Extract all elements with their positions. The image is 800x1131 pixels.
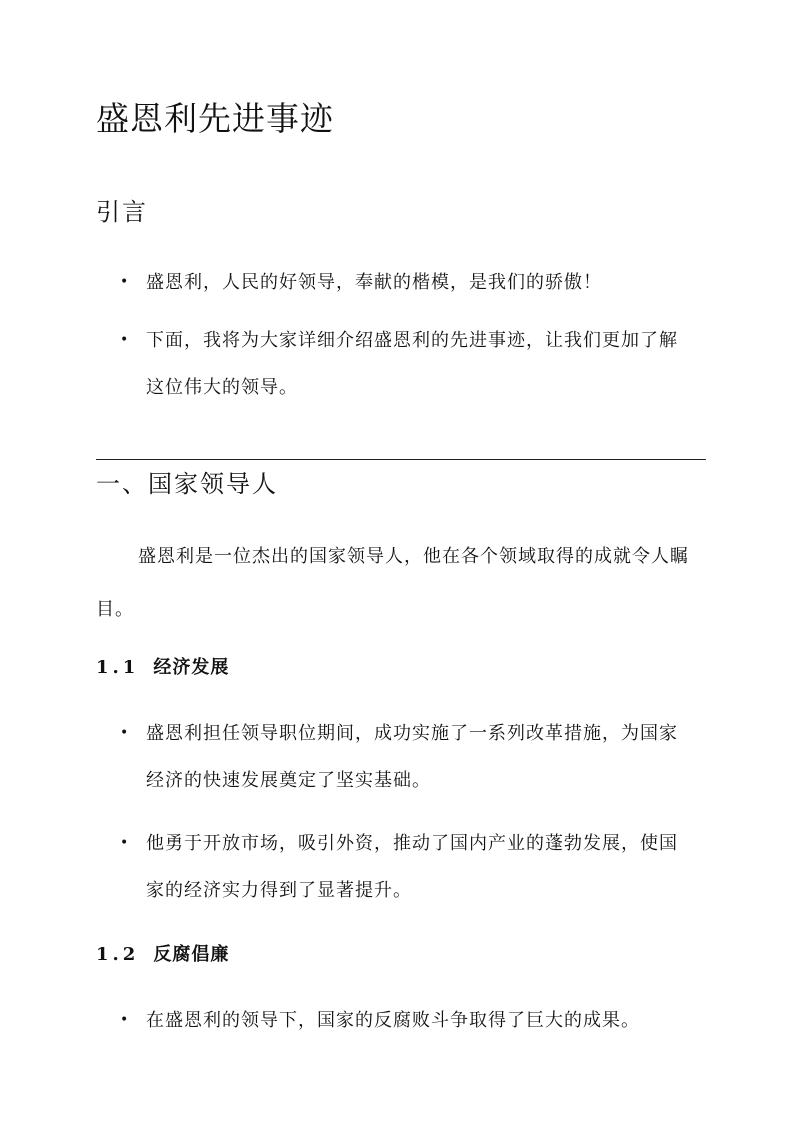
subsection-bullet-list — [118, 710, 688, 914]
bullet-icon: • — [120, 835, 130, 851]
section-paragraph: 盛恩利是一位杰出的国家领导人，他在各个领域取得的成就令人瞩目。 — [96, 546, 689, 620]
list-item-text: 他勇于开放市场，吸引外资，推动了国内产业的蓬勃发展，使国家的经济实力得到了显著提升。 — [146, 833, 678, 901]
list-item — [118, 710, 688, 804]
list-item — [118, 259, 688, 306]
bullet-icon: • — [120, 1012, 130, 1028]
list-item — [118, 317, 688, 411]
list-item-text: 在盛恩利的领导下，国家的反腐败斗争取得了巨大的成果。 — [146, 1010, 640, 1031]
section-divider — [96, 459, 706, 460]
intro-bullet-list — [118, 259, 688, 411]
list-item-text: 盛恩利担任领导职位期间，成功实施了一系列改革措施，为国家经济的快速发展奠定了坚实基础。 — [146, 723, 678, 791]
subsection-title: 经济发展 — [153, 657, 230, 678]
list-item — [118, 997, 688, 1044]
bullet-icon: • — [120, 274, 130, 290]
subsection-heading — [96, 655, 229, 681]
bullet-icon: • — [120, 332, 130, 348]
section-heading: 一、国家领导人 — [96, 470, 278, 498]
intro-heading: 引言 — [96, 198, 148, 226]
document-title: 盛恩利先进事迹 — [96, 99, 334, 138]
subsection-title: 反腐倡廉 — [153, 944, 230, 965]
subsection-heading — [96, 942, 229, 968]
list-item-text: 盛恩利，人民的好领导，奉献的楷模，是我们的骄傲！ — [146, 272, 602, 293]
subsection-number: 1.1 — [96, 657, 140, 678]
list-item — [118, 820, 688, 914]
bullet-icon: • — [120, 725, 130, 741]
subsection-number: 1.2 — [96, 944, 140, 965]
subsection-bullet-list — [118, 997, 688, 1044]
list-item-text: 下面，我将为大家详细介绍盛恩利的先进事迹，让我们更加了解这位伟大的领导。 — [146, 330, 678, 398]
